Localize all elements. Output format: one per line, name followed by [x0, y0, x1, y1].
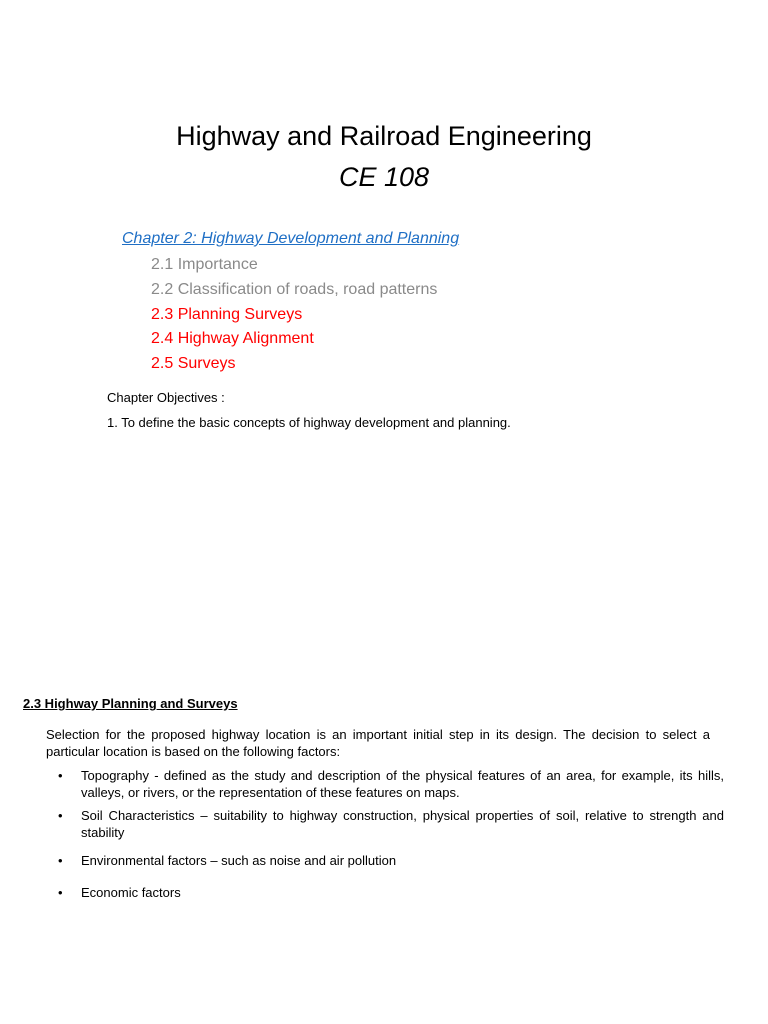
factor-text: Soil Characteristics – suitability to highway construction, physical properties of soil, relative to strength and stability — [81, 808, 724, 840]
factor-economic — [58, 884, 724, 901]
chapter-link[interactable]: Chapter 2: Highway Development and Planning — [122, 230, 460, 247]
bullet-icon: • — [58, 885, 63, 900]
factor-text: Economic factors — [81, 885, 181, 900]
factor-text: Environmental factors – such as noise and air pollution — [81, 853, 397, 868]
objective-item: 1. To define the basic concepts of highway development and planning. — [107, 415, 511, 430]
factors-list — [58, 767, 724, 901]
objectives-label: Chapter Objectives : — [107, 390, 225, 405]
factor-soil — [58, 807, 724, 841]
bullet-icon: • — [58, 808, 63, 823]
section-heading: 2.3 Highway Planning and Surveys — [23, 696, 238, 711]
factor-text: Topography - defined as the study and description of the physical features of an area, for example, its hills, valleys, or rivers, or the representation of these features on maps. — [81, 768, 724, 800]
section-intro: Selection for the proposed highway location is an important initial step in its design. The decision to select a particular location is based on the following factors: — [46, 727, 710, 759]
toc-item-importance: 2.1 Importance — [151, 256, 258, 273]
chapter-toc — [151, 253, 437, 377]
factor-environmental — [58, 852, 724, 869]
factor-topography — [58, 767, 724, 801]
page-title: Highway and Railroad Engineering — [176, 121, 592, 151]
toc-item-classification: 2.2 Classification of roads, road patterns — [151, 280, 438, 298]
course-code: CE 108 — [338, 162, 430, 192]
bullet-icon: • — [58, 768, 63, 783]
toc-item-planning-surveys: 2.3 Planning Surveys — [151, 305, 303, 323]
toc-item-highway-alignment: 2.4 Highway Alignment — [151, 330, 314, 348]
toc-item-surveys: 2.5 Surveys — [151, 355, 236, 373]
bullet-icon: • — [58, 853, 63, 868]
